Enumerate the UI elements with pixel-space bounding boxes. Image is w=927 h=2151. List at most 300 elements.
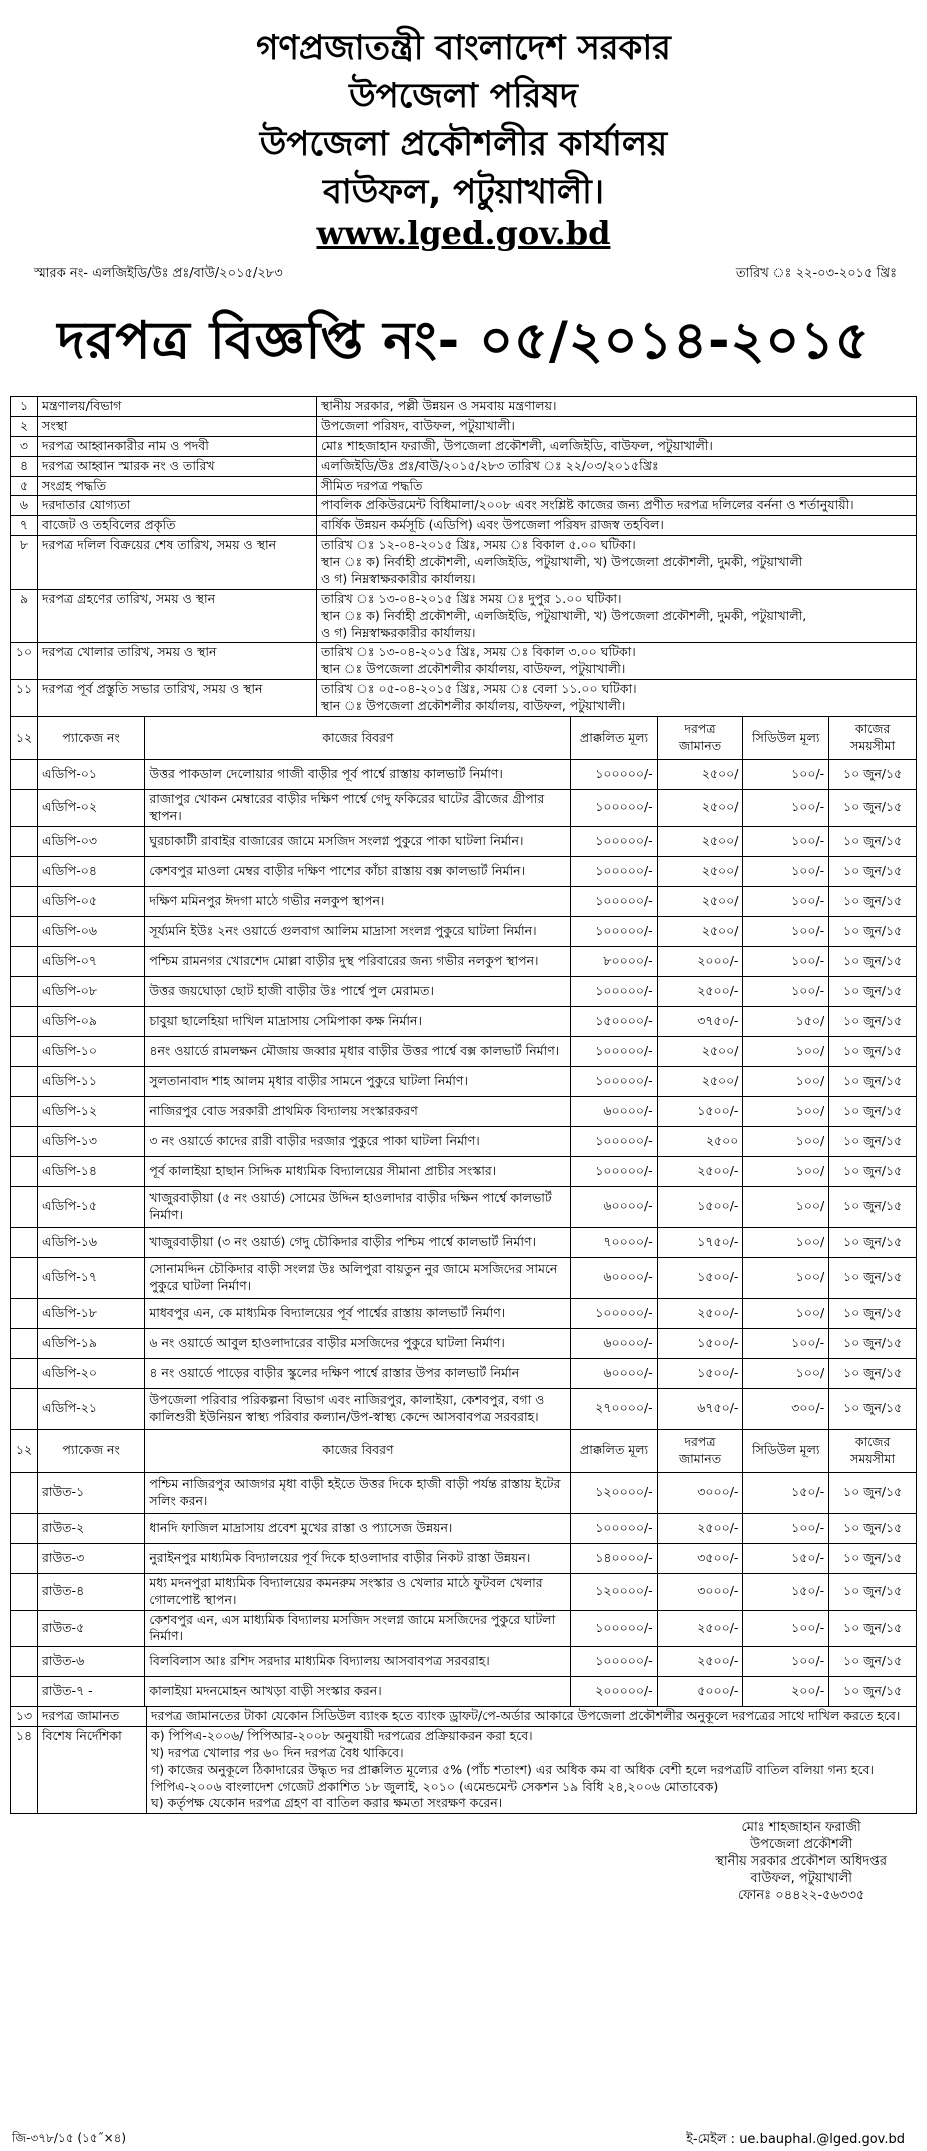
info-row-value: বার্ষিক উন্নয়ন কর্মসূচি (এডিপি) এবং উপজেলা পরিষদ রাজস্ব তহবিল। bbox=[317, 516, 917, 536]
footer-row-key: দরপত্র জামানত bbox=[38, 1707, 147, 1727]
package-cell: ১৭৫০/- bbox=[657, 1227, 743, 1257]
package-row bbox=[11, 1257, 917, 1298]
package-cell: ৪ নং ওয়ার্ডে পাড়ের বাড়ীর স্কুলের দক্ষিণ পার্শ্বে রাস্তার উপর কালভার্ট নির্মান bbox=[145, 1358, 571, 1388]
package-cell: ১০০/- bbox=[743, 1328, 829, 1358]
package-cell: এডিপি-০৩ bbox=[37, 826, 144, 856]
package-row-blank bbox=[11, 1388, 38, 1429]
package-row-blank bbox=[11, 1513, 38, 1543]
website-link[interactable]: www.lged.gov.bd bbox=[316, 214, 611, 252]
package-row-blank bbox=[11, 1358, 38, 1388]
package-cell: ১০০০০০/- bbox=[571, 1647, 657, 1677]
package-cell: ১০০/- bbox=[743, 826, 829, 856]
package-cell: ১০০/ bbox=[743, 1096, 829, 1126]
package-row-blank bbox=[11, 790, 38, 827]
package-cell: ১০ জুন/১৫ bbox=[829, 760, 917, 790]
info-row-number: ১১ bbox=[11, 680, 38, 717]
package-row bbox=[11, 826, 917, 856]
package-cell: ৬০০০০/- bbox=[571, 1096, 657, 1126]
package-row bbox=[11, 1227, 917, 1257]
location-title: বাউফল, পটুয়াখালী। bbox=[322, 172, 605, 212]
info-row bbox=[11, 397, 917, 417]
signatory-dept: স্থানীয় সরকার প্রকৌশল অধিদপ্তর bbox=[715, 1853, 887, 1869]
package-cell: ১০ জুন/১৫ bbox=[829, 1677, 917, 1707]
package-cell: ১০০/ bbox=[743, 1227, 829, 1257]
package-cell: ১০ জুন/১৫ bbox=[829, 1610, 917, 1647]
package-cell: এডিপি-২১ bbox=[37, 1388, 144, 1429]
package-cell: এডিপি-০৭ bbox=[37, 946, 144, 976]
package-cell: ৫০০০/- bbox=[657, 1677, 743, 1707]
info-row-key: দরপত্র গ্রহণের তারিখ, সময় ও স্থান bbox=[38, 589, 317, 643]
package-cell: সুলতানাবাদ শাহ আলম মৃধার বাড়ীর সামনে পুকুরে ঘাটলা নির্মাণ। bbox=[145, 1066, 571, 1096]
package-header-cell: প্যাকেজ নং bbox=[37, 1429, 144, 1472]
package-header-cell: দরপত্র জামানত bbox=[657, 717, 743, 760]
package-row bbox=[11, 1126, 917, 1156]
package-cell: ১০ জুন/১৫ bbox=[829, 1298, 917, 1328]
package-cell: ১০০/ bbox=[743, 1036, 829, 1066]
package-cell: ৬৭৫০/- bbox=[657, 1388, 743, 1429]
info-row bbox=[11, 456, 917, 476]
package-cell: ১০০০০০/- bbox=[571, 1156, 657, 1186]
info-row bbox=[11, 416, 917, 436]
footer-row-value: ক) পিপিএ-২০০৬/ পিপিআর-২০০৮ অনুযায়ী দরপত্রের প্রক্রিয়াকরন করা হবে। খ) দরপত্র খোলার পর ৬০ দিন দরপত্র বৈধ থাকিবে। গ) কাজের অনুকূলে ঠিকাদারের উদ্ধৃত দর প্রাক্কলিত মূল্যের ৫% (পাঁচ শতাংশ) এর অধিক কম বা অধিক বেশী হলে দরপত্রটি বাতিল বলিয়া গন্য হবে। পিপিএ-২০০৬ বাংলাদেশ গেজেট প্রকাশিত ১৮ জুলাই, ২০১০ (এমেন্ডমেন্ট সেকশন ১৯ বিধি ২৪,২০০৬ মোতাবেক) ঘ) কর্তৃপক্ষ যেকোন দরপত্র গ্রহণ বা বাতিল করার ক্ষমতা সংরক্ষণ করেন। bbox=[147, 1726, 917, 1813]
package-cell: মধ্য মদনপুরা মাধ্যমিক বিদ্যালয়ের কমনরুম সংস্কার ও খেলার মাঠে ফুটবল খেলার গোলপোষ্ট স্থাপন। bbox=[145, 1573, 571, 1610]
package-cell: ১৫০০/- bbox=[657, 1096, 743, 1126]
package-cell: এডিপি-১৬ bbox=[37, 1227, 144, 1257]
package-cell: ২৫০০ bbox=[657, 1126, 743, 1156]
office-title: উপজেলা প্রকৌশলীর কার্যালয় bbox=[259, 124, 668, 164]
package-cell: ১০০/- bbox=[743, 856, 829, 886]
info-table bbox=[10, 396, 917, 717]
package-cell: উত্তর পাকডাল দেলোয়ার গাজী বাড়ীর পূর্ব পার্শ্বে রাস্তায় কালভার্ট নির্মাণ। bbox=[145, 760, 571, 790]
package-cell: ১০০০০০/- bbox=[571, 1513, 657, 1543]
package-cell: কালাইয়া মদনমোহন আখড়া বাড়ী সংস্কার করন। bbox=[145, 1677, 571, 1707]
signatory-name: মোঃ শাহজাহান ফরাজী bbox=[741, 1820, 861, 1835]
package-cell: ৬০০০০/- bbox=[571, 1186, 657, 1227]
package-row bbox=[11, 916, 917, 946]
package-cell: ১৫০/- bbox=[743, 1573, 829, 1610]
package-cell: পশ্চিম নাজিরপুর আজগর মৃধা বাড়ী হইতে উত্তর দিকে হাজী বাড়ী পর্যন্ত রাস্তায় ইটের সলিং করন। bbox=[145, 1472, 571, 1513]
footer-row bbox=[11, 1726, 917, 1813]
package-row bbox=[11, 946, 917, 976]
package-cell: ১০ জুন/১৫ bbox=[829, 1066, 917, 1096]
package-cell: ১৫০/- bbox=[743, 1543, 829, 1573]
package-cell: ১০ জুন/১৫ bbox=[829, 1573, 917, 1610]
package-cell: রাউত-২ bbox=[37, 1513, 144, 1543]
package-cell: ৬০০০০/- bbox=[571, 1257, 657, 1298]
info-row-number: ৭ bbox=[11, 516, 38, 536]
package-cell: ১০ জুন/১৫ bbox=[829, 1388, 917, 1429]
package-cell: ২০০০/- bbox=[657, 946, 743, 976]
package-header-row bbox=[11, 717, 917, 760]
package-cell: এডিপি-০৯ bbox=[37, 1006, 144, 1036]
info-row-value: তারিখ ঃ ১২-০৪-২০১৫ খ্রিঃ, সময় ঃ বিকাল ৫.০০ ঘটিকা। স্থান ঃ ক) নির্বাহী প্রকৌশলী, এলজিইডি, পটুয়াখালী, খ) উপজেলা প্রকৌশলী, দুমকী, পটুয়াখালী ও গ) নিম্নস্বাক্ষরকারীর কার্যালয়। bbox=[317, 536, 917, 590]
info-row-value: তারিখ ঃ ০৫-০৪-২০১৫ খ্রিঃ, সময় ঃ বেলা ১১.০০ ঘটিকা। স্থান ঃ উপজেলা প্রকৌশলীর কার্যালয়, বাউফল, পটুয়াখালী। bbox=[317, 680, 917, 717]
package-cell: ১০ জুন/১৫ bbox=[829, 826, 917, 856]
package-cell: এডিপি-১২ bbox=[37, 1096, 144, 1126]
package-cell: সূর্য্যমনি ইউঃ ২নং ওয়ার্ডে গুলবাগ আলিম মাদ্রাসা সংলগ্ন পুকুরে ঘাটলা নির্মান। bbox=[145, 916, 571, 946]
info-row-key: দরদাতার যোগ্যতা bbox=[38, 496, 317, 516]
package-cell: ১০০০০০/- bbox=[571, 856, 657, 886]
package-cell: ১০ জুন/১৫ bbox=[829, 1358, 917, 1388]
package-row-blank bbox=[11, 826, 38, 856]
package-cell: রাউত-৩ bbox=[37, 1543, 144, 1573]
package-cell: ১০০/ bbox=[743, 1156, 829, 1186]
footer-row-number: ১৩ bbox=[11, 1707, 38, 1727]
package-header-cell: দরপত্র জামানত bbox=[657, 1429, 743, 1472]
package-cell: ১০০০০০/- bbox=[571, 760, 657, 790]
package-cell: এডিপি-১৩ bbox=[37, 1126, 144, 1156]
package-cell: চাবুয়া ছালেহিয়া দাখিল মাদ্রাসায় সেমিপাকা কক্ষ নির্মান। bbox=[145, 1006, 571, 1036]
info-row bbox=[11, 643, 917, 680]
package-cell: ১৫০/- bbox=[743, 1472, 829, 1513]
package-row bbox=[11, 760, 917, 790]
package-row-blank bbox=[11, 916, 38, 946]
package-row-blank bbox=[11, 1036, 38, 1066]
package-cell: ১০ জুন/১৫ bbox=[829, 976, 917, 1006]
package-row-blank bbox=[11, 1328, 38, 1358]
info-row-number: ৪ bbox=[11, 456, 38, 476]
package-cell: ৩ নং ওয়ার্ডে কাদের রারী বাড়ীর দরজার পুকুরে পাকা ঘাটলা নির্মাণ। bbox=[145, 1126, 571, 1156]
signatory-phone: ফোনঃ ০৪৪২২-৫৬৩৩৫ bbox=[737, 1887, 865, 1903]
package-cell: রাজাপুর খোকন মেম্বারের বাড়ীর দক্ষিণ পার্শ্বে গেদু ফকিরের ঘাটের ব্রীজের গ্রীপার স্থাপন। bbox=[145, 790, 571, 827]
package-cell: ১৪০০০০/- bbox=[571, 1543, 657, 1573]
info-row-number: ৫ bbox=[11, 476, 38, 496]
package-row bbox=[11, 1513, 917, 1543]
package-row-blank bbox=[11, 1257, 38, 1298]
package-row bbox=[11, 856, 917, 886]
package-cell: রাউত-৪ bbox=[37, 1573, 144, 1610]
footer-row-number: ১৪ bbox=[11, 1726, 38, 1813]
package-cell: এডিপি-০২ bbox=[37, 790, 144, 827]
info-row-number: ১০ bbox=[11, 643, 38, 680]
package-cell: ১০০০০০/- bbox=[571, 886, 657, 916]
package-cell: ১০ জুন/১৫ bbox=[829, 1513, 917, 1543]
package-cell: এডিপি-১১ bbox=[37, 1066, 144, 1096]
package-row-blank bbox=[11, 1227, 38, 1257]
package-cell: ১০ জুন/১৫ bbox=[829, 1006, 917, 1036]
package-cell: ১৫০০০০/- bbox=[571, 1006, 657, 1036]
info-row-key: দরপত্র খোলার তারিখ, সময় ও স্থান bbox=[38, 643, 317, 680]
info-row-key: দরপত্র আহ্বান স্মারক নং ও তারিখ bbox=[38, 456, 317, 476]
package-cell: ১০ জুন/১৫ bbox=[829, 1096, 917, 1126]
package-header-cell: কাজের বিবরণ bbox=[145, 717, 571, 760]
package-cell: ২০০/- bbox=[743, 1677, 829, 1707]
package-row-blank bbox=[11, 1096, 38, 1126]
package-cell: ১০ জুন/১৫ bbox=[829, 1472, 917, 1513]
package-cell: খাজুরবাড়ীয়া (৩ নং ওয়ার্ড) গেদু চৌকিদার বাড়ীর পশ্চিম পার্শ্বে কালভার্ট নির্মাণ। bbox=[145, 1227, 571, 1257]
package-cell: ১০০০০০/- bbox=[571, 1126, 657, 1156]
package-row-blank bbox=[11, 1298, 38, 1328]
package-row bbox=[11, 1096, 917, 1126]
package-cell: ১০০০০০/- bbox=[571, 826, 657, 856]
package-row-blank bbox=[11, 1677, 38, 1707]
package-cell: ২৫০০/ bbox=[657, 790, 743, 827]
package-cell: ১০ জুন/১৫ bbox=[829, 1543, 917, 1573]
package-cell: ৮০০০০/- bbox=[571, 946, 657, 976]
package-cell: উপজেলা পরিবার পরিকল্পনা বিভাগ এবং নাজিরপুর, কালাইয়া, কেশবপুর, বগা ও কালিশুরী ইউনিয়ন স্বাস্থ্য পরিবার কল্যান/উপ-স্বাস্থ্য কেন্দে আসবাবপত্র সরবরাহ। bbox=[145, 1388, 571, 1429]
package-cell: ১০০০০০/- bbox=[571, 790, 657, 827]
footer-row-key: বিশেষ নির্দেশিকা bbox=[38, 1726, 147, 1813]
package-header-cell: কাজের বিবরণ bbox=[145, 1429, 571, 1472]
package-header-cell: ১২ bbox=[11, 1429, 38, 1472]
package-header-cell: কাজের সময়সীমা bbox=[829, 1429, 917, 1472]
package-cell: দক্ষিণ মমিনপুর ঈদগা মাঠে গভীর নলকুপ স্থাপন। bbox=[145, 886, 571, 916]
package-cell: ১০০/ bbox=[743, 1126, 829, 1156]
package-cell: ১৫০০/- bbox=[657, 1328, 743, 1358]
notice-title: দরপত্র বিজ্ঞপ্তি নং- ০৫/২০১৪-২০১৫ bbox=[57, 311, 870, 371]
package-cell: ১০ জুন/১৫ bbox=[829, 1647, 917, 1677]
info-row bbox=[11, 436, 917, 456]
info-row-number: ৩ bbox=[11, 436, 38, 456]
package-cell: ১০০/- bbox=[743, 1513, 829, 1543]
package-cell: ২৫০০/- bbox=[657, 1647, 743, 1677]
package-cell: এডিপি-০৮ bbox=[37, 976, 144, 1006]
package-row-blank bbox=[11, 946, 38, 976]
package-cell: রাউত-৫ bbox=[37, 1610, 144, 1647]
package-cell: ১০০/ bbox=[743, 1066, 829, 1096]
package-cell: সোনামদ্দিন চৌকিদার বাড়ী সংলগ্ন উঃ অলিপুরা বায়তুন নুর জামে মসজিদের সামনে পুকুরে ঘাটলা নির্মাণ। bbox=[145, 1257, 571, 1298]
package-row bbox=[11, 1156, 917, 1186]
package-cell: ১০০০০০/- bbox=[571, 1298, 657, 1328]
package-cell: এডিপি-০১ bbox=[37, 760, 144, 790]
package-row bbox=[11, 1036, 917, 1066]
package-cell: ৬০০০০/- bbox=[571, 1328, 657, 1358]
package-cell: এডিপি-০৪ bbox=[37, 856, 144, 886]
info-row-key: মন্ত্রণালয়/বিভাগ bbox=[38, 397, 317, 417]
package-cell: ১০০/- bbox=[743, 946, 829, 976]
package-row-blank bbox=[11, 976, 38, 1006]
info-row-value: তারিখ ঃ ১৩-০৪-২০১৫ খ্রিঃ সময় ঃ দুপুর ১.০০ ঘটিকা। স্থান ঃ ক) নির্বাহী প্রকৌশলী, এলজিইডি, পটুয়াখালী, খ) উপজেলা প্রকৌশলী, দুমকী, পটুয়াখালী, ও গ) নিম্নস্বাক্ষরকারীর কার্যালয়। bbox=[317, 589, 917, 643]
package-cell: ১২০০০০/- bbox=[571, 1472, 657, 1513]
package-cell: ১০ জুন/১৫ bbox=[829, 916, 917, 946]
package-row bbox=[11, 1298, 917, 1328]
package-cell: ২৫০০/- bbox=[657, 1513, 743, 1543]
info-row bbox=[11, 496, 917, 516]
package-cell: ২০০০০০/- bbox=[571, 1677, 657, 1707]
info-row-number: ৯ bbox=[11, 589, 38, 643]
info-row-value: উপজেলা পরিষদ, বাউফল, পটুয়াখালী। bbox=[317, 416, 917, 436]
package-row-blank bbox=[11, 1647, 38, 1677]
council-title: উপজেলা পরিষদ bbox=[349, 76, 578, 116]
package-row bbox=[11, 1677, 917, 1707]
info-row-number: ৮ bbox=[11, 536, 38, 590]
memo-date: তারিখ ঃ ২২-০৩-২০১৫ খ্রিঃ bbox=[735, 266, 897, 281]
package-cell: কেশবপুর মাওলা মেম্বর বাড়ীর দক্ষিণ পাশের কাঁচা রাস্তায় বক্স কালভার্ট নির্মান। bbox=[145, 856, 571, 886]
package-row-blank bbox=[11, 1186, 38, 1227]
package-row-blank bbox=[11, 1472, 38, 1513]
signatory-title: উপজেলা প্রকৌশলী bbox=[750, 1836, 853, 1852]
package-row bbox=[11, 976, 917, 1006]
package-cell: ধানদি ফাজিল মাদ্রাসায় প্রবেশ মুখের রাস্তা ও প্যাসেজ উন্নয়ন। bbox=[145, 1513, 571, 1543]
package-row-blank bbox=[11, 1006, 38, 1036]
info-row bbox=[11, 680, 917, 717]
package-header-row bbox=[11, 1429, 917, 1472]
package-cell: এডিপি-২০ bbox=[37, 1358, 144, 1388]
package-cell: ১০ জুন/১৫ bbox=[829, 1126, 917, 1156]
package-cell: ৩০০০/- bbox=[657, 1573, 743, 1610]
package-cell: ১০০০০০/- bbox=[571, 1066, 657, 1096]
print-code: জি-৩৭৮/১৫ (১৫˝×৪) bbox=[12, 2131, 127, 2145]
info-row-key: দরপত্র আহ্বানকারীর নাম ও পদবী bbox=[38, 436, 317, 456]
package-header-cell: কাজের সময়সীমা bbox=[829, 717, 917, 760]
package-cell: ২৫০০/- bbox=[657, 1610, 743, 1647]
package-row bbox=[11, 1573, 917, 1610]
package-cell: নাজিরপুর বোড সরকারী প্রাথমিক বিদ্যালয় সংস্কারকরণ bbox=[145, 1096, 571, 1126]
package-cell: পশ্চিম রামনগর খোরশেদ মোল্লা বাড়ীর দুস্থ পরিবারের জন্য গভীর নলকুপ স্থাপন। bbox=[145, 946, 571, 976]
info-row-value: এলজিইডি/উঃ প্রঃ/বাউ/২০১৫/২৮৩ তারিখ ঃ ২২/০৩/২০১৫খ্রিঃ bbox=[317, 456, 917, 476]
package-cell: ২৫০০/- bbox=[657, 1298, 743, 1328]
info-row bbox=[11, 536, 917, 590]
info-row bbox=[11, 516, 917, 536]
package-cell: ১০০/- bbox=[743, 790, 829, 827]
info-row-key: সংগ্রহ পদ্ধতি bbox=[38, 476, 317, 496]
package-cell: ৩৫০০/- bbox=[657, 1543, 743, 1573]
package-cell: ২৫০০/ bbox=[657, 886, 743, 916]
info-row-number: ২ bbox=[11, 416, 38, 436]
info-row-key: দরপত্র পূর্ব প্রস্তুতি সভার তারিখ, সময় ও স্থান bbox=[38, 680, 317, 717]
package-row-blank bbox=[11, 856, 38, 886]
package-cell: ১০০/- bbox=[743, 916, 829, 946]
package-cell: ২৫০০/ bbox=[657, 916, 743, 946]
signatory-place: বাউফল, পটুয়াখালী bbox=[750, 1870, 852, 1886]
package-cell: এডিপি-১৫ bbox=[37, 1186, 144, 1227]
package-cell: ১০০/- bbox=[743, 1647, 829, 1677]
package-cell: এডিপি-১৯ bbox=[37, 1328, 144, 1358]
package-cell: উত্তর জয়ঘোড়া ছোট হাজী বাড়ীর উঃ পার্শ্বে পুল মেরামত। bbox=[145, 976, 571, 1006]
package-row-blank bbox=[11, 760, 38, 790]
package-cell: ঘুরচাকাটী রাবাইর বাজারের জামে মসজিদ সংলগ্ন পুকুরে পাকা ঘাটলা নির্মান। bbox=[145, 826, 571, 856]
package-table bbox=[10, 716, 917, 1707]
package-cell: ১০০০০০/- bbox=[571, 976, 657, 1006]
package-cell: এডিপি-১৭ bbox=[37, 1257, 144, 1298]
footer-row-value: দরপত্র জামানতের টাকা যেকোন সিডিউল ব্যাংক হতে ব্যাংক ড্রাফট/পে-অর্ডার আকারে উপজেলা প্রকৌশলীর অনুকূলে দরপত্রের সাথে দাখিল করতে হবে। bbox=[147, 1707, 917, 1727]
package-cell: মাধবপুর এন, কে মাধ্যমিক বিদ্যালয়ের পূর্ব পার্শ্বের রাস্তায় কালভার্ট নির্মাণ। bbox=[145, 1298, 571, 1328]
info-row-value: তারিখ ঃ ১৩-০৪-২০১৫ খ্রিঃ, সময় ঃ বিকাল ৩.০০ ঘটিকা। স্থান ঃ উপজেলা প্রকৌশলীর কার্যালয়, বাউফল, পটুয়াখালী। bbox=[317, 643, 917, 680]
package-cell: ১০০০০০/- bbox=[571, 1610, 657, 1647]
package-cell: ১২০০০০/- bbox=[571, 1573, 657, 1610]
package-row bbox=[11, 1358, 917, 1388]
govt-title: গণপ্রজাতন্ত্রী বাংলাদেশ সরকার bbox=[256, 28, 671, 68]
email-address[interactable]: ই-মেইল : ue.bauphal.@lged.gov.bd bbox=[686, 2132, 905, 2147]
package-cell: ১০ জুন/১৫ bbox=[829, 1156, 917, 1186]
package-cell: ১০ জুন/১৫ bbox=[829, 856, 917, 886]
package-cell: ১০০/- bbox=[743, 976, 829, 1006]
package-cell: ১০০/ bbox=[743, 1257, 829, 1298]
package-cell: ১০০০০০/- bbox=[571, 916, 657, 946]
package-cell: এডিপি-১০ bbox=[37, 1036, 144, 1066]
package-cell: ১০০/ bbox=[743, 1186, 829, 1227]
package-cell: ১০ জুন/১৫ bbox=[829, 946, 917, 976]
package-cell: ১০০/ bbox=[743, 1298, 829, 1328]
package-cell: ১০ জুন/১৫ bbox=[829, 1328, 917, 1358]
package-cell: ৩০০০/- bbox=[657, 1472, 743, 1513]
package-cell: ৬০০০০/- bbox=[571, 1358, 657, 1388]
package-cell: এডিপি-১৮ bbox=[37, 1298, 144, 1328]
package-cell: এডিপি-০৫ bbox=[37, 886, 144, 916]
package-row bbox=[11, 1647, 917, 1677]
info-row-value: মোঃ শাহজাহান ফরাজী, উপজেলা প্রকৌশলী, এলজিইডি, বাউফল, পটুয়াখালী। bbox=[317, 436, 917, 456]
footer-row bbox=[11, 1707, 917, 1727]
package-row bbox=[11, 1610, 917, 1647]
package-cell: বিলবিলাস আঃ রশিদ সরদার মাধ্যমিক বিদ্যালয় আসবাবপত্র সরবরাহ। bbox=[145, 1647, 571, 1677]
package-cell: রাউত-১ bbox=[37, 1472, 144, 1513]
info-row-number: ১ bbox=[11, 397, 38, 417]
package-row bbox=[11, 1328, 917, 1358]
package-cell: খাজুরবাড়ীয়া (৫ নং ওয়ার্ড) সোমের উদ্দিন হাওলাদার বাড়ীর দক্ষিন পার্শ্বে কালভার্ট নির্মাণ। bbox=[145, 1186, 571, 1227]
footer-table bbox=[10, 1706, 917, 1814]
package-row bbox=[11, 1388, 917, 1429]
memo-number: স্মারক নং- এলজিইডি/উঃ প্রঃ/বাউ/২০১৫/২৮৩ bbox=[34, 266, 283, 281]
package-cell: ৩৭৫০/- bbox=[657, 1006, 743, 1036]
package-row-blank bbox=[11, 1610, 38, 1647]
package-row bbox=[11, 790, 917, 827]
package-header-cell: সিডিউল মূল্য bbox=[743, 717, 829, 760]
info-row-key: দরপত্র দলিল বিক্রয়ের শেষ তারিখ, সময় ও স্থান bbox=[38, 536, 317, 590]
package-cell: নুরাইনপুর মাধ্যমিক বিদ্যালয়ের পূর্ব দিকে হাওলাদার বাড়ীর নিকট রাস্তা উন্নয়ন। bbox=[145, 1543, 571, 1573]
package-cell: ১৫০০/- bbox=[657, 1186, 743, 1227]
package-header-cell: প্রাক্কলিত মূল্য bbox=[571, 717, 657, 760]
info-row bbox=[11, 589, 917, 643]
package-header-cell: সিডিউল মূল্য bbox=[743, 1429, 829, 1472]
package-cell: ১৫০/ bbox=[743, 1006, 829, 1036]
package-cell: ১০ জুন/১৫ bbox=[829, 1186, 917, 1227]
package-cell: ১০০০০০/- bbox=[571, 1036, 657, 1066]
package-cell: পূর্ব কালাইয়া হাছান সিদ্দিক মাধ্যমিক বিদ্যালয়ের সীমানা প্রাচীর সংস্কার। bbox=[145, 1156, 571, 1186]
package-row-blank bbox=[11, 1156, 38, 1186]
package-cell: ১৫০০/- bbox=[657, 1257, 743, 1298]
package-row-blank bbox=[11, 1126, 38, 1156]
package-header-cell: প্রাক্কলিত মূল্য bbox=[571, 1429, 657, 1472]
package-row-blank bbox=[11, 1573, 38, 1610]
package-row bbox=[11, 1472, 917, 1513]
package-header-cell: প্যাকেজ নং bbox=[37, 717, 144, 760]
package-cell: ৩০০/- bbox=[743, 1388, 829, 1429]
info-row bbox=[11, 476, 917, 496]
package-cell: ১০ জুন/১৫ bbox=[829, 1257, 917, 1298]
package-header-cell: ১২ bbox=[11, 717, 38, 760]
package-row bbox=[11, 1066, 917, 1096]
package-cell: ৭০০০০/- bbox=[571, 1227, 657, 1257]
package-row bbox=[11, 886, 917, 916]
package-cell: ২৫০০/ bbox=[657, 856, 743, 886]
package-cell: ২৫০০/- bbox=[657, 1156, 743, 1186]
package-cell: ৬ নং ওয়ার্ডে আবুল হাওলাদারের বাড়ীর মসজিদের পুকুরে ঘাটলা নির্মাণ। bbox=[145, 1328, 571, 1358]
package-cell: রাউত-৭ - bbox=[37, 1677, 144, 1707]
package-cell: এডিপি-১৪ bbox=[37, 1156, 144, 1186]
package-cell: ১০০/- bbox=[743, 760, 829, 790]
info-row-key: বাজেট ও তহবিলের প্রকৃতি bbox=[38, 516, 317, 536]
package-cell: ২৫০০/ bbox=[657, 1036, 743, 1066]
package-cell: ১০০/ bbox=[743, 1358, 829, 1388]
package-cell: ১০ জুন/১৫ bbox=[829, 1036, 917, 1066]
signature-block bbox=[715, 1820, 887, 1904]
package-cell: ১০০/- bbox=[743, 1610, 829, 1647]
package-cell: কেশবপুর এন, এস মাধ্যমিক বিদ্যালয় মসজিদ সংলগ্ন জামে মসজিদের পুকুরে ঘাটলা নির্মাণ। bbox=[145, 1610, 571, 1647]
package-cell: ১০০/- bbox=[743, 886, 829, 916]
package-row-blank bbox=[11, 886, 38, 916]
package-cell: ৪নং ওয়ার্ডে রামলক্ষন মৌজায় জব্বার মৃধার বাড়ীর উত্তর পার্শ্বে বক্স কালভার্ট নির্মাণ। bbox=[145, 1036, 571, 1066]
package-cell: ১০ জুন/১৫ bbox=[829, 886, 917, 916]
package-cell: ২৫০০/ bbox=[657, 826, 743, 856]
info-row-value: সীমিত দরপত্র পদ্ধতি bbox=[317, 476, 917, 496]
package-cell: ১০ জুন/১৫ bbox=[829, 790, 917, 827]
info-row-value: স্থানীয় সরকার, পল্লী উন্নয়ন ও সমবায় মন্ত্রণালয়। bbox=[317, 397, 917, 417]
package-row bbox=[11, 1543, 917, 1573]
package-cell: রাউত-৬ bbox=[37, 1647, 144, 1677]
package-cell: ২৭০০০০/- bbox=[571, 1388, 657, 1429]
package-cell: ২৫০০/- bbox=[657, 976, 743, 1006]
info-row-key: সংস্থা bbox=[38, 416, 317, 436]
